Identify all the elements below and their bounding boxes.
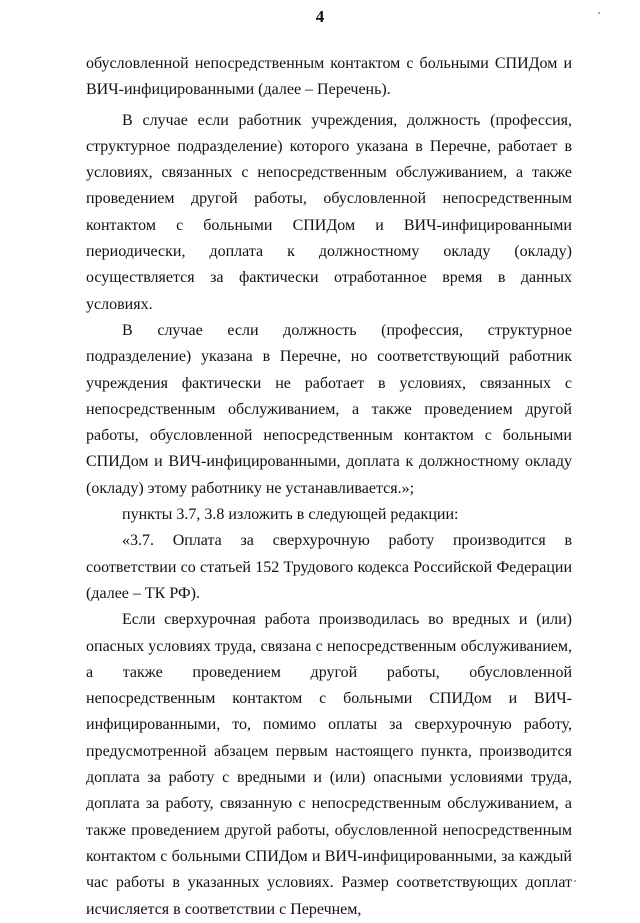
- page-number: 4: [315, 7, 325, 26]
- paragraph-overtime-hazardous: Если сверхурочная работа производилась во вредных и (или) опасных условиях труда, связана с непосредственным обслуживанием, а также проведением другой работы, обусловленной непосредственным контактом с больными СПИДом и ВИЧ-инфицированными, то, помимо оплаты за сверхурочную работу, предусмотренной абзацем первым настоящего пункта, производится доплата за работу с вредными и (или) опасными условиями труда, доплата за работу, связанную с непосредственным обслуживанием, а также проведением другой работы, обусловленной непосредственным контактом с больными СПИДом и ВИЧ-инфицированными, за каждый час работы в указанных условиях. Размер соответствующих доплат исчисляется в соответствии с Перечнем,: [86, 611, 572, 918]
- paragraph-continuation: обусловленной непосредственным контактом с больными СПИДом и ВИЧ-инфицированными (далее – Перечень).: [86, 55, 572, 99]
- scan-speck: [598, 12, 600, 14]
- paragraph-periodic-work: В случае если работник учреждения, должность (профессия, структурное подразделение) которого указана в Перечне, работает в условиях, связанных с непосредственным обслуживанием, а также проведением другой работы, обусловленной непосредственным контактом с больными СПИДом и ВИЧ-инфицированными периодически, доплата к должностному окладу (окладу) осуществляется за фактически отработанное время в данных условиях.: [86, 111, 572, 313]
- document-body: [86, 51, 572, 923]
- paragraph-amendment-instruction: пункты 3.7, 3.8 изложить в следующей редакции:: [122, 506, 459, 524]
- paragraph-not-working: В случае если должность (профессия, структурное подразделение) указана в Перечне, но соответствующий работник учреждения фактически не работает в условиях, связанных с непосредственным обслуживанием, а также проведением другой работы, обусловленной непосредственным контактом с больными СПИДом и ВИЧ-инфицированными, доплата к должностному окладу (окладу) этому работнику не устанавливается.»;: [86, 321, 572, 497]
- scan-speck: [574, 880, 576, 882]
- paragraph-clause-3-7: «3.7. Оплата за сверхурочную работу производится в соответствии со статьей 152 Трудового кодекса Российской Федерации (далее – ТК РФ).: [86, 532, 572, 602]
